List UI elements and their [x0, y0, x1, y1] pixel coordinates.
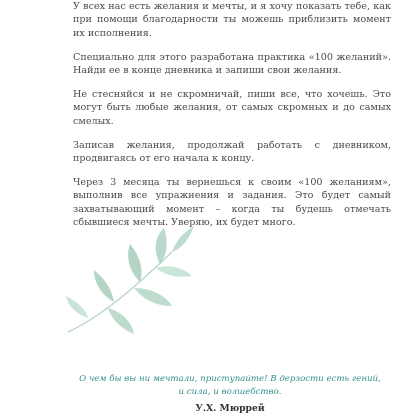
- quote-line-1: О чем бы вы ни мечтали, приступайте! В дерзости есть гений,: [79, 374, 381, 384]
- quote-line-2: и сила, и волшебство.: [178, 387, 282, 397]
- paragraph: Специально для этого разработана практика «100 желаний». Найди ее в конце дневника и запиши свои желания.: [73, 51, 391, 77]
- paragraph: Через 3 месяца ты вернешься к своим «100 желаниям», выполнив все упражнения и задания. Это будет самый захватывающий момент – когда ты будешь отмечать сбывшиеся мечты. Уверяю, их будет много.: [73, 177, 391, 229]
- leaf-branch-illustration: [60, 222, 200, 342]
- paragraph: Не стесняйся и не скромничай, пиши все, что хочешь. Это могут быть любые желания, от самых скромных и до самых смелых.: [73, 89, 391, 127]
- quote-author: У.Х. Мюррей: [195, 403, 265, 414]
- body-text: [73, 0, 391, 240]
- paragraph: Записав желания, продолжай работать с дневником, продвигаясь от его начала к концу.: [73, 139, 391, 165]
- paragraph: У всех нас есть желания и мечты, и я хочу показать тебе, как при помощи благодарности ты можешь приблизить момент их исполнения.: [73, 1, 391, 39]
- quote: [60, 373, 400, 399]
